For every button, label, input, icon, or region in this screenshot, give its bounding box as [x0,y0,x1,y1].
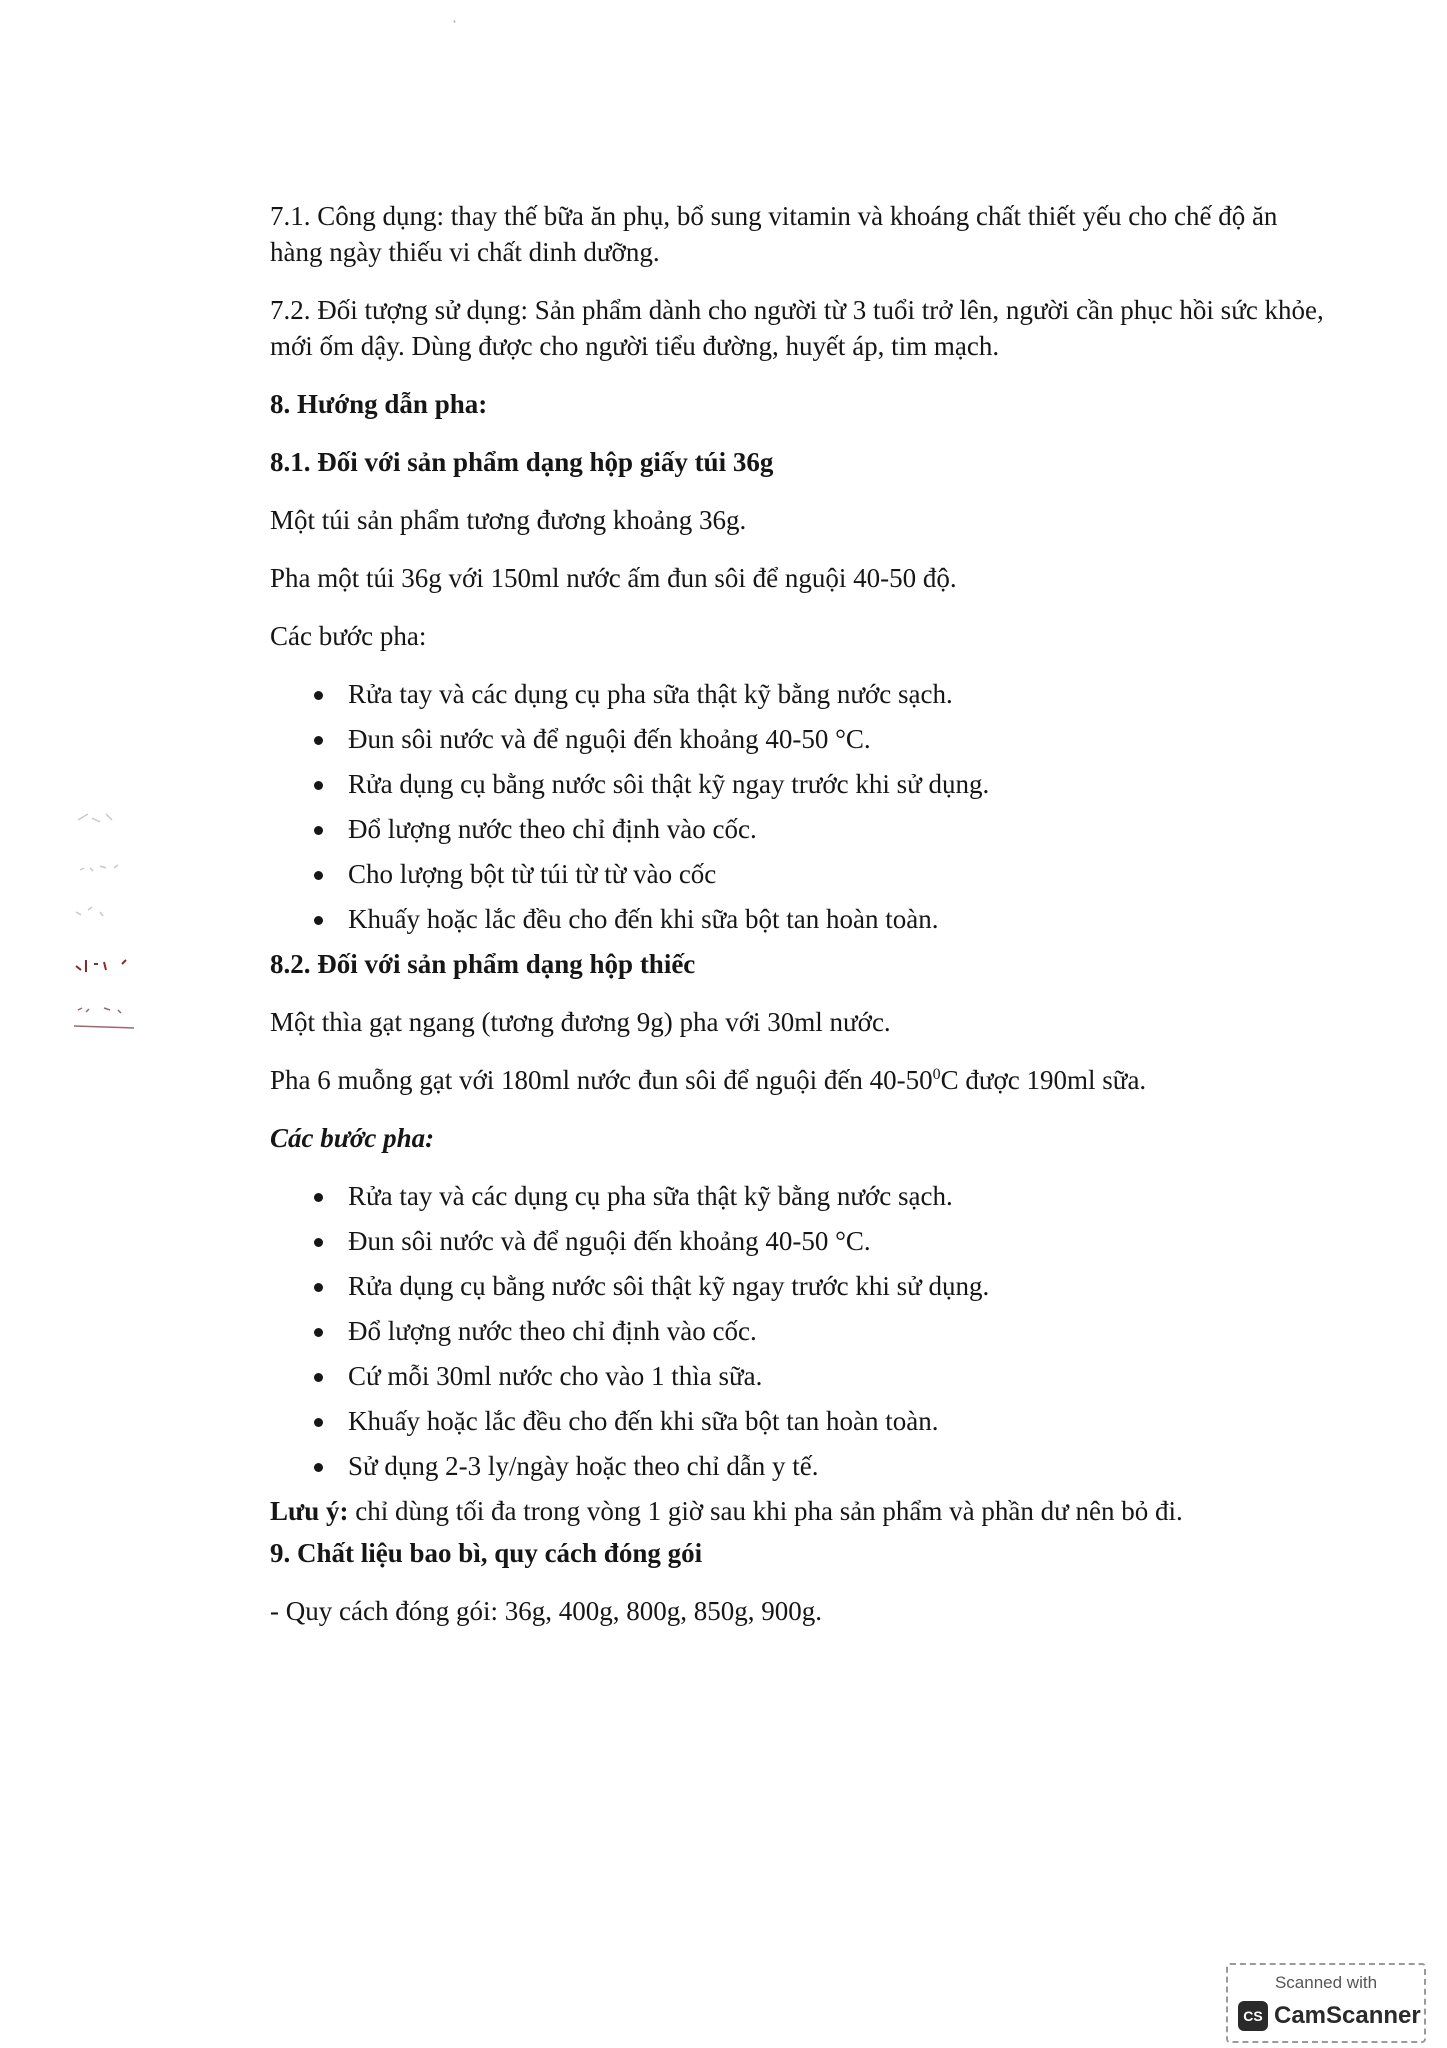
paragraph-8-1-line-1: Một túi sản phẩm tương đương khoảng 36g. [270,505,747,535]
list-item: Đun sôi nước và để nguội đến khoảng 40-50 °C. [270,721,1330,757]
paragraph-7-1: 7.1. Công dụng: thay thế bữa ăn phụ, bổ sung vitamin và khoáng chất thiết yếu cho chế độ ăn hàng ngày thiếu vi chất dinh dưỡng. [270,201,1278,267]
list-item: Đổ lượng nước theo chỉ định vào cốc. [270,1313,1330,1349]
paragraph-8-2-line-2: Pha 6 muỗng gạt với 180ml nước đun sôi để nguội đến $40-50^0C$ được 190ml sữa. [270,1065,1147,1095]
list-item: Cứ mỗi 30ml nước cho vào 1 thìa sữa. [270,1358,1330,1394]
steps-label-8-2: Các bước pha: [270,1123,435,1153]
list-item: Rửa dụng cụ bằng nước sôi thật kỹ ngay trước khi sử dụng. [270,1268,1330,1304]
note-text: chỉ dùng tối đa trong vòng 1 giờ sau khi pha sản phẩm và phần dư nên bỏ đi. [348,1496,1183,1526]
heading-section-8-1: 8.1. Đối với sản phẩm dạng hộp giấy túi 36g [270,447,774,477]
list-item: Rửa dụng cụ bằng nước sôi thật kỹ ngay trước khi sử dụng. [270,766,1330,802]
bullet-icon [314,871,323,880]
bullet-icon [314,916,323,925]
steps-list-8-1 [270,676,1330,937]
bullet-icon [314,1373,323,1382]
watermark-brand [1238,2001,1421,2031]
list-item: Đun sôi nước và để nguội đến khoảng 40-50 °C. [270,1223,1330,1259]
watermark-brand-name: CamScanner [1274,2002,1421,2029]
bullet-icon [314,1193,323,1202]
paragraph-9-line-1: - Quy cách đóng gói: 36g, 400g, 800g, 850g, 900g. [270,1596,822,1626]
note-paragraph [270,1493,1330,1529]
list-item: Khuấy hoặc lắc đều cho đến khi sữa bột tan hoàn toàn. [270,1403,1330,1439]
watermark-caption: Scanned with [1274,1973,1378,1992]
list-item: Đổ lượng nước theo chỉ định vào cốc. [270,811,1330,847]
list-item: Khuấy hoặc lắc đều cho đến khi sữa bột tan hoàn toàn. [270,901,1330,937]
bullet-icon [314,691,323,700]
heading-section-8-2: 8.2. Đối với sản phẩm dạng hộp thiếc [270,949,696,979]
steps-list-8-2 [270,1178,1330,1484]
paragraph-7-2: 7.2. Đối tượng sử dụng: Sản phẩm dành cho người từ 3 tuổi trở lên, người cần phục hồi sức khỏe, mới ốm dậy. Dùng được cho người tiểu đường, huyết áp, tim mạch. [270,295,1324,361]
note-label: Lưu ý: [270,1496,349,1526]
list-item: Sử dụng 2-3 ly/ngày hoặc theo chỉ dẫn y tế. [270,1448,1330,1484]
bullet-icon [314,1418,323,1427]
bullet-icon [314,736,323,745]
list-item: Cho lượng bột từ túi từ từ vào cốc [270,856,1330,892]
list-item: Rửa tay và các dụng cụ pha sữa thật kỹ bằng nước sạch. [270,676,1330,712]
list-item: Rửa tay và các dụng cụ pha sữa thật kỹ bằng nước sạch. [270,1178,1330,1214]
camscanner-logo-icon: CS [1238,2001,1268,2031]
bullet-icon [314,1463,323,1472]
heading-section-8: 8. Hướng dẫn pha: [270,389,488,419]
faded-stamp-mark [70,800,160,1040]
heading-section-9: 9. Chất liệu bao bì, quy cách đóng gói [270,1538,703,1568]
bullet-icon [314,1328,323,1337]
bullet-icon [314,781,323,790]
paragraph-8-1-line-2: Pha một túi 36g với 150ml nước ấm đun sôi để nguội 40-50 độ. [270,563,957,593]
paragraph-8-2-line-1: Một thìa gạt ngang (tương đương 9g) pha với 30ml nước. [270,1007,891,1037]
document-body [270,198,1330,1651]
bullet-icon [314,1238,323,1247]
bullet-icon [314,826,323,835]
bullet-icon [314,1283,323,1292]
steps-label-8-1: Các bước pha: [270,621,427,651]
camscanner-watermark [1226,1963,1426,2043]
scan-speck: · [452,12,458,31]
